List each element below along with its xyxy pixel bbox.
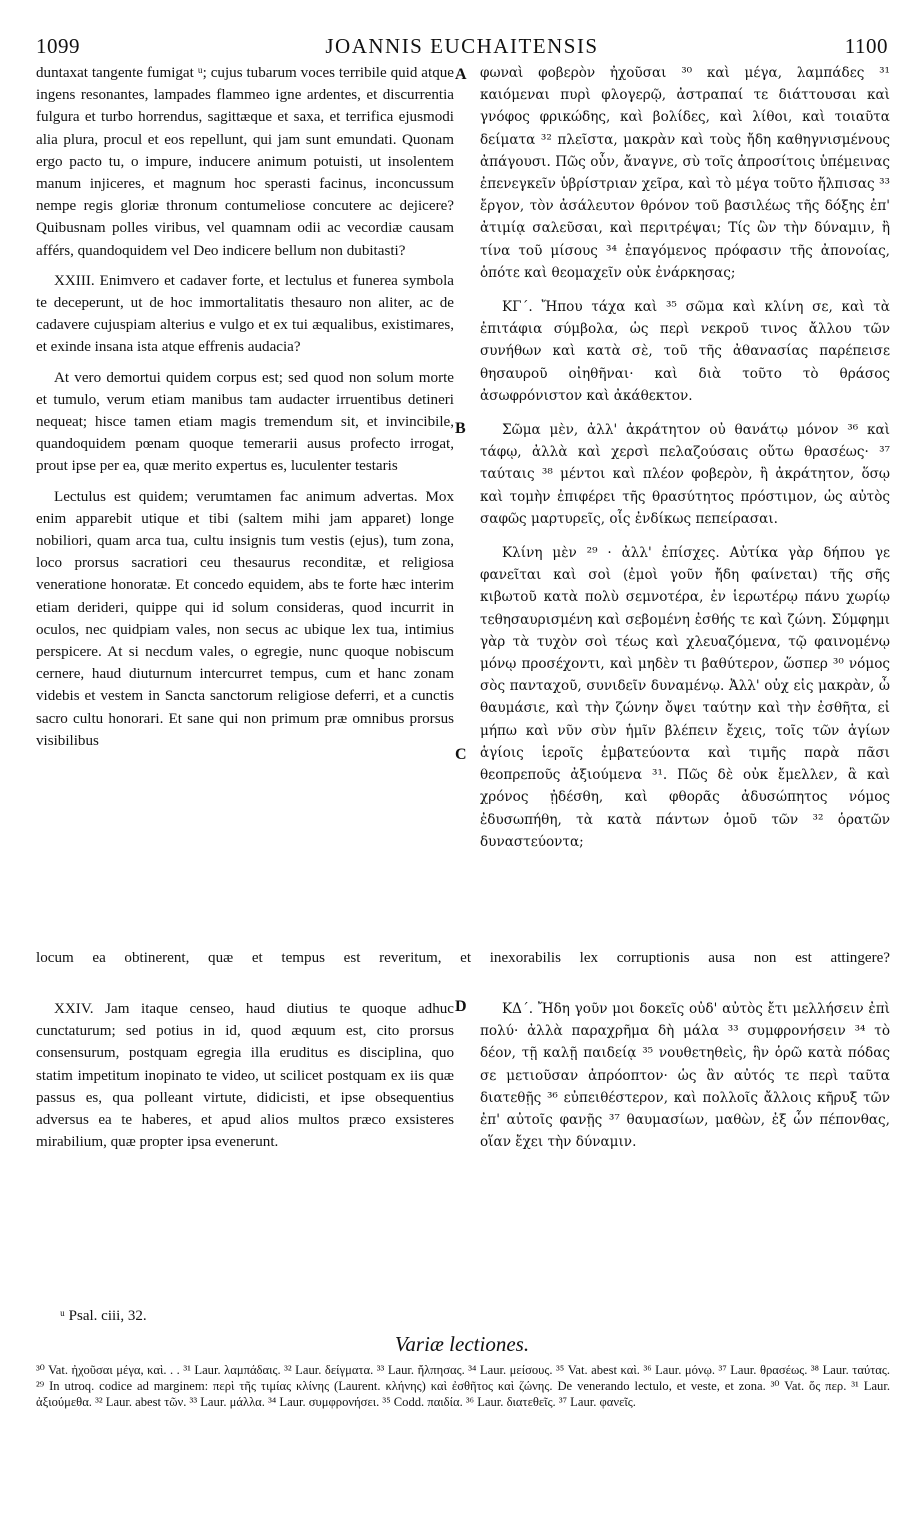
greek-column-lower [480,998,890,1165]
latin-column [36,62,454,760]
greek-paragraph: ΚΔ΄. Ἤδη γοῦν μοι δοκεῖς οὐδ' αὐτὸς ἔτι μελλήσειν ἐπὶ πολύ· ἀλλὰ παραχρῆμα δὴ μάλα ³³ συμφρονήσειν ³⁴ τὸ δέον, τῇ καλῇ παιδείᾳ ³⁵ νουθετηθεὶς, ἣν ὁρῶ κατὰ πόδας σε μετιοῦσαν ἀπρόοπτον· ὡς ἂν αὐτός τε περὶ ταῦτα διατεθῇς ³⁶ εὐπειθέστερον, καὶ πολλοῖς ἄλλοις κῆρυξ τῶν ἐπ' αὐτοῖς φανῇς ³⁷ θαυμασίων, μαθὼν, ἐξ ὧν πέπονθας, οἵαν ἔχει τὴν δύναμιν. [480,1001,890,1151]
greek-paragraph: φωναὶ φοβερὸν ἠχοῦσαι ³⁰ καὶ μέγα, λαμπάδες ³¹ καιόμεναι πυρὶ φλογερῷ, ἀστραπαί τε διάττουσαι καὶ γνόφος φρικώδης, καὶ βολίδες, καὶ λίθοι, καὶ τοιαῦτα δείματα ³² πλεῖστα, μακρὰν καὶ τοὺς ἤδη καθηγνισμένους ἀπάγουσι. Πῶς οὖν, ἄναγνε, σὺ τοῖς ἀπροσίτοις ὑπέμεινας ἐπενεγκεῖν ὑβρίστριαν χεῖρα, καὶ τὸ μέγα τοῦτο ἤλπισας ³³ ἔργον, τὸν ἀσάλευτον θρόνον τοῦ βασιλέως τῆς δόξης ἐπ' ἀτιμίᾳ σαλεῦσαι, καὶ περιτρέψαι; Τίς ὢν τὴν δύναμιν, ἢ τίνα τοῦ μίσους ³⁴ ἐπαγόμενος πρόφασιν τῆς ἀπονοίας, ὁπότε καὶ θεομαχεῖν οὐκ ἐνάρκησας; [480,65,890,281]
greek-paragraph: ΚΓ΄. Ἤπου τάχα καὶ ³⁵ σῶμα καὶ κλίνη σε, καὶ τὰ ἐπιτάφια σύμβολα, ὡς περὶ νεκροῦ τινος ἄλλου τῶν συνήθων καὶ κατὰ σὲ, τοῦ τῆς ἀθανασίας παρέπεισε θησαυροῦ οἰηθῆναι· καὶ διὰ τοῦτο τὸ θράσος ἀσωφρόνιστον καὶ ἀκάθεκτον. [480,299,890,404]
page-number-left: 1099 [36,34,80,58]
greek-paragraph: Κλίνη μὲν ²⁹ · ἀλλ' ἐπίσχες. Αὐτίκα γὰρ δήπου γε φανεῖται καὶ σοὶ (ἐμοὶ γοῦν ἤδη φαίνεται) τῆς σῆς κιβωτοῦ κατὰ πολὺ σεμνοτέρα, ἐν ἱερωτέρῳ πάνυ χωρίῳ τεθησαυρισμένη καὶ σεβομένη ἐσθής τε καὶ ζώνη. Σύμφημι γὰρ τὰ τυχὸν σοὶ τέως καὶ χλευαζόμενα, τῷ φαινομένῳ μόνῳ προσέχοντι, καὶ μηδὲν τι βαθύτερον, ὥσπερ ³⁰ νόμος σὸς πανταχοῦ, συνιδεῖν δυναμένῳ. Ἀλλ' οὐχ εἰς μακρὰν, ὦ θαυμάσιε, καὶ τὴν ζώνην ὄψει ταύτην καὶ τὴν ἐσθῆτα, εἰ μήπω καὶ νῦν σὺν ἡμῖν βλέπειν ἔχεις, τοῖς τῶν ἁγίων ἁγίοις ἱεροῖς ἐμβατεύοντα καὶ τιμῆς παρὰ πᾶσι θεοπρεποῦς ἀξιούμενα ³¹. Πῶς δὲ οὐκ ἔμελλεν, ἃ καὶ χρόνος ᾐδέσθη, καὶ φθορᾶς ἀδυσώπητος νόμος ἐδυσωπήθη, τὰ κατὰ πάντων ὁμοῦ τῶν ³² ὁρατῶν δυναστεύοντα; [480,545,890,850]
latin-paragraph: duntaxat tangente fumigat ᵘ; cujus tubarum voces terribile quid atque ingens resonantes, lampades flammeo igne ardentes, et discurrentia fulgura et turbo horrendus, sagittæque et saxa, et terrifica ejusmodi alia plura, procul et eos repellunt, qui jam sunt emundati. Quonam ergo pacto tu, o impure, inducere animum potuisti, ut insolentem manum injiceres, et magnum hoc sperasti facinus, inconcussum nempe regis gloriæ thronum contumeliose concutere ac dejicere? Quibusnam polles viribus, vel quamnam odii ac vecordiæ causam afférs, quandoquidem vel Deo indicere bellum non dubitasti? [36,65,454,259]
section-marker-b: B [455,420,466,437]
latin-paragraph-spanning: locum ea obtinerent, quæ et tempus est reveritum, et inexorabilis lex corruptionis ausa non est attingere? [36,950,890,966]
page-number-right: 1100 [844,34,888,58]
latin-column-lower [36,998,454,1161]
section-marker-a: A [455,66,467,83]
latin-paragraph: XXIV. Jam itaque censeo, haud diutius te quoque adhuc cunctaturum; sed potius in id, quod æquum est, cito prorsus consensurum, postquam egregia illa eruditus es disciplina, quo statim impetitum inopinato te video, ut scilicet postquam ex iis quæ passus es, qua polleant virtute, didicisti, et ipse obsequentius adversus ea te haberes, et apud alios multos præco exsisteres mirabilium, quæ propter ipsa evenerunt. [36,1001,454,1151]
greek-column [480,62,890,865]
section-marker-c: C [455,746,467,763]
latin-paragraph: At vero demortui quidem corpus est; sed quod non solum morte et tumulo, verum etiam manibus tam audacter irruentibus detineri nequeat; hisce tamen etiam magis tremendum sit, et invincibile, quandoquidem pœnam quoque temerarii ausus profecto irrogat, prout ipse per ea, quæ merito expertus es, luculenter testaris [36,369,454,475]
section-marker-d: D [455,998,467,1015]
latin-paragraph: Lectulus est quidem; verumtamen fac animum advertas. Mox enim apparebit utique et tibi (saltem mihi jam apparet) longe nobiliori, quam arca tua, cultu insignis tum vestis (ejus), tum zona, loco prorsus sacratiori ceu thesaurus reconditæ, et religiosa veneratione honoratæ. Et concedo equidem, abs te forte hæc interim etiam derideri, quippe qui id solum consideras, quod incurrit in oculos, nec quidpiam vales, non secus ac ubique lex tua, intimius perspicere. At si necdum vales, o egregie, nunc quoque nobiscum cernere, haud diuturnum intercurret tempus, cum et hanc zonam videbis et vestem in Sancta sanctorum religiose deferri, et a cunctis sacro cultu honorari. Et sane qui non primum præ omnibus prorsus visibilibus [36,488,454,749]
latin-paragraph: XXIII. Enimvero et cadaver forte, et lectulus et funerea symbola te deceperunt, ut de hoc immortalitatis thesauro non aliter, ac de cadavere cujuspiam alterius e vulgo et ex tui æqualibus, existimares, et exinde insana ista atque effrenis audacia? [36,272,454,356]
running-header [36,34,888,62]
variae-lectiones-heading: Variæ lectiones. [394,1332,530,1356]
variae-lectiones-text: ³⁰ Vat. ἠχοῦσαι μέγα, καὶ. . . ³¹ Laur. λαμπάδαις. ³² Laur. δείγματα. ³³ Laur. ἤλπησας. ³⁴ Laur. μείσους. ³⁵ Vat. abest καὶ. ³⁶ Laur. μόνῳ. ³⁷ Laur. θρασέως. ³⁸ Laur. ταύτας. ²⁹ In utroq. codice ad marginem: περὶ τῆς τιμίας κλίνης (Laurent. κλήνης) καὶ ἐσθῆτος καὶ ζώνης. De venerando lectulo, et veste, et zona. ³⁰ Vat. ὅς περ. ³¹ Laur. ἀξιούμεθα. ³² Laur. abest τῶν. ³³ Laur. μάλλα. ³⁴ Laur. συμφρονήσει. ³⁵ Codd. παιδία. ³⁶ Laur. διατεθεῖς. ³⁷ Laur. φανεῖς. [36,1363,890,1410]
footnote: ᵘ Psal. ciii, 32. [60,1308,147,1324]
running-title: JOANNIS EUCHAITENSIS [325,34,599,58]
greek-paragraph: Σῶμα μὲν, ἀλλ' ἀκράτητον οὐ θανάτῳ μόνον ³⁶ καὶ τάφῳ, ἀλλὰ καὶ χερσὶ πελαζούσαις οὕτω θρασέως· ³⁷ ταύταις ³⁸ μέντοι καὶ πλέον φοβερὸν, ἢ ἀκράτητον, ὅσῳ καὶ τομὴν ἐπιφέρει τῆς θρασύτητος πρόστιμον, ὡς αὐτὸς σαφῶς μαρτυρεῖς, οἷς ἐνδίκως πεπείρασαι. [480,422,890,527]
